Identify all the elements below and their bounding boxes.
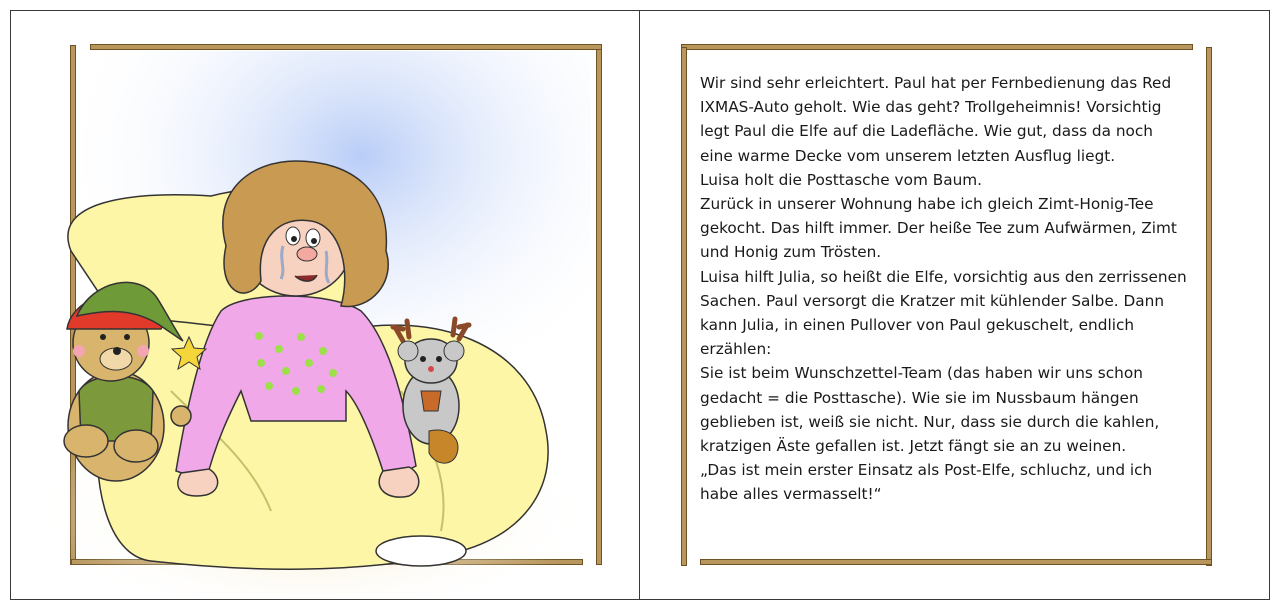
girl-right-hand: [379, 467, 419, 497]
paragraph: Sie ist beim Wunschzettel-Team (das haben wir uns schon gedacht = die Posttasche). Wie sie im Nussbaum hängen geblieben ist, weiß sie nicht. Nur, dass sie durch die kahlen, kratzigen Äste gefallen ist. Jetzt fängt sie an zu weinen.: [700, 364, 1160, 456]
left-page: [10, 10, 640, 600]
frame-right-bar: [1206, 47, 1212, 566]
paragraph: Luisa holt die Posttasche vom Baum.: [700, 170, 983, 189]
paragraph: „Das ist mein erster Einsatz als Post-Elfe, schluchz, und ich habe alles vermasselt!“: [700, 461, 1153, 504]
paragraph: Wir sind sehr erleichtert. Paul hat per Fernbedienung das Red IXMAS-Auto geholt. Wie das geht? Trollgeheimnis! Vorsichtig legt Paul die Elfe auf die Ladefläche. Wie gut, dass da noch eine warme Decke vom unserem letzten Ausflug liegt.: [700, 74, 1172, 165]
paragraph: Zurück in unserer Wohnung habe ich gleich Zimt-Honig-Tee gekocht. Das hilft immer. Der heiße Tee zum Aufwärmen, Zimt und Honig zum Trösten.: [700, 195, 1177, 262]
right-page: [639, 10, 1270, 600]
girl-left-hand: [178, 469, 218, 496]
frame-left-bar: [681, 47, 687, 566]
illustration: [11, 11, 640, 600]
frame-top-bar: [681, 44, 1193, 50]
story-text: [700, 71, 1190, 507]
paragraph: Luisa hilft Julia, so heißt die Elfe, vorsichtig aus den zerrissenen Sachen. Paul versorgt die Kratzer mit kühlender Salbe. Dann kann Julia, in einen Pullover von Paul gekuschelt, endlich erzählen:: [700, 267, 1187, 359]
frame-bottom-bar: [700, 559, 1212, 565]
foot-sock: [376, 536, 466, 566]
